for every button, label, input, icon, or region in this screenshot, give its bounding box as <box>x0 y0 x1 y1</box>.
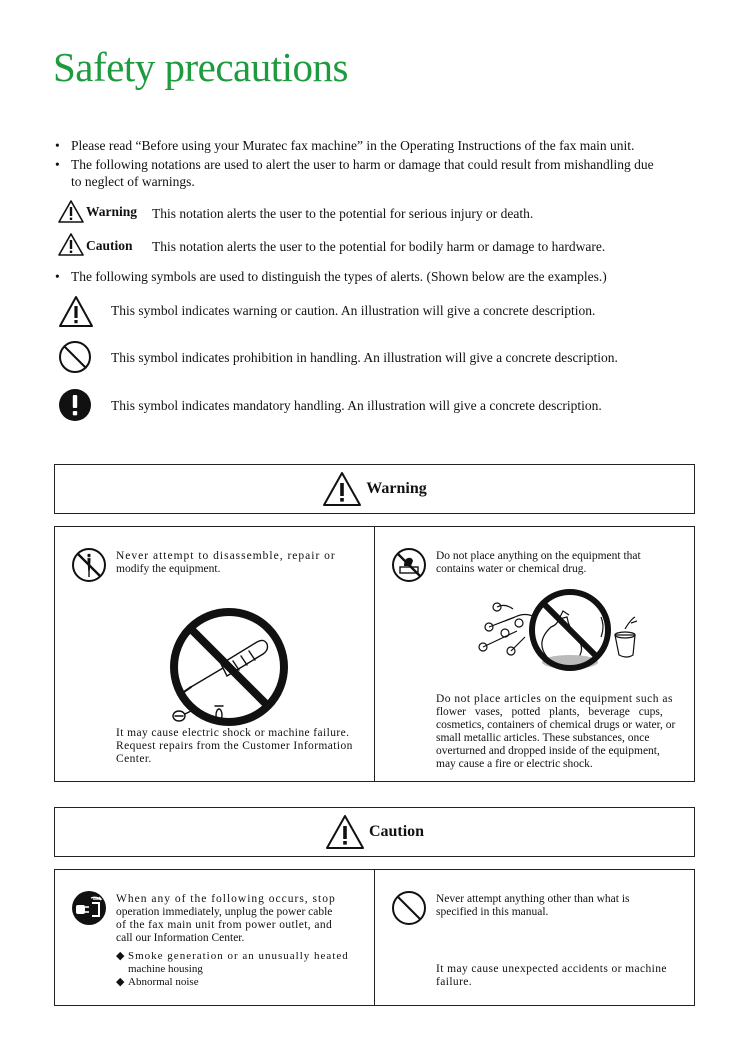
note-line: flower vases, potted plants, beverage cups, <box>436 706 663 718</box>
warning-left-line: Never attempt to disassemble, repair or <box>116 550 336 562</box>
note-line: Do not place articles on the equipment such as <box>436 693 673 705</box>
warning-right-line: Do not place anything on the equipment that <box>436 550 641 562</box>
diamond-bullet: ◆ <box>116 950 125 962</box>
symbols-bullet-text: The following symbols are used to distinguish the types of alerts. (Shown below are the examples.) <box>71 269 607 284</box>
warning-panel-liquid <box>375 527 694 781</box>
note-line: It may cause unexpected accidents or machine <box>436 963 667 975</box>
prohibition-icon <box>391 890 427 926</box>
intro-bullet-text-cont: to neglect of warnings. <box>71 174 195 189</box>
warning-section-header <box>54 464 695 514</box>
caution-panel-unplug <box>55 870 375 1005</box>
intro-bullet <box>55 137 705 154</box>
bullet-dot: • <box>55 269 60 284</box>
no-vase-illustration <box>475 587 640 682</box>
symbol-mandatory-text: This symbol indicates mandatory handling. An illustration will give a concrete description. <box>111 398 602 413</box>
notation-caution-icon <box>57 232 85 262</box>
warning-triangle-icon <box>58 295 94 328</box>
caution-panel-manual <box>375 870 694 1005</box>
warning-triangle-icon <box>57 232 85 257</box>
symbol-prohibition <box>58 340 92 379</box>
warning-section-title: Warning <box>366 480 427 497</box>
list-item <box>116 950 361 976</box>
caution-left-text <box>116 893 361 945</box>
bullet-dot: • <box>55 157 60 172</box>
warning-left-line: modify the equipment. <box>116 563 221 575</box>
caution-left-line: of the fax main unit from power outlet, and <box>116 919 333 931</box>
no-screwdriver-illustration <box>163 602 291 727</box>
notation-text-warning: This notation alerts the user to the potential for serious injury or death. <box>152 206 534 221</box>
symbol-warning <box>58 295 94 333</box>
caution-panels <box>54 869 695 1006</box>
note-line: may cause a fire or electric shock. <box>436 758 593 770</box>
no-disassembly-icon <box>71 547 107 583</box>
intro-bullet-text: The following notations are used to alert the user to harm or damage that could result from mishandling due <box>71 157 654 172</box>
note-line: small metallic articles. These substances, once <box>436 732 650 744</box>
warning-right-line: contains water or chemical drug. <box>436 563 587 575</box>
note-line: cosmetics, containers of chemical drugs or water, or <box>436 719 676 731</box>
caution-section-header <box>54 807 695 857</box>
symbol-mandatory <box>58 388 92 427</box>
warning-panel-disassemble <box>55 527 375 781</box>
warning-left-text <box>116 550 361 576</box>
caution-left-line: When any of the following occurs, stop <box>116 893 336 905</box>
warning-right-note <box>436 693 680 771</box>
caution-right-text <box>436 893 680 919</box>
list-item-line: Smoke generation or an unusually heated <box>128 950 349 962</box>
intro-bullet-text: Please read “Before using your Muratec fax machine” in the Operating Instructions of the fax main unit. <box>71 138 635 153</box>
list-item <box>116 976 361 989</box>
warning-right-text <box>436 550 680 576</box>
notation-text-caution: This notation alerts the user to the potential for bodily harm or damage to hardware. <box>152 239 606 254</box>
notation-warning-icon <box>57 199 85 229</box>
caution-conditions-list <box>116 950 361 990</box>
warning-triangle-icon <box>325 814 365 850</box>
prohibition-icon <box>58 340 92 374</box>
note-line: failure. <box>436 976 473 988</box>
symbols-bullet <box>55 268 715 285</box>
caution-right-line: Never attempt anything other than what is <box>436 893 630 905</box>
warning-panels <box>54 526 695 782</box>
list-item-line: Abnormal noise <box>128 976 199 988</box>
warning-left-note <box>116 727 361 766</box>
intro-bullet <box>55 156 715 190</box>
mandatory-icon <box>58 388 92 422</box>
note-line: It may cause electric shock or machine failure. <box>116 727 350 739</box>
no-liquid-icon <box>391 547 427 583</box>
caution-section-title: Caution <box>368 823 425 840</box>
caution-right-note <box>436 963 680 989</box>
unplug-icon <box>71 890 107 926</box>
bullet-dot: • <box>55 138 60 153</box>
notation-label-warning: Warning <box>86 204 138 219</box>
caution-left-line: operation immediately, unplug the power cable <box>116 906 333 918</box>
note-line: Center. <box>116 753 152 765</box>
note-line: overturned and dropped inside of the equipment, <box>436 745 660 757</box>
symbol-prohibition-text: This symbol indicates prohibition in handling. An illustration will give a concrete description. <box>111 350 618 365</box>
symbol-warning-text: This symbol indicates warning or caution. An illustration will give a concrete description. <box>111 303 596 318</box>
notation-label-caution: Caution <box>86 238 133 253</box>
caution-right-line: specified in this manual. <box>436 906 549 918</box>
caution-left-line: call our Information Center. <box>116 932 245 944</box>
list-item-line: machine housing <box>128 963 203 975</box>
warning-triangle-icon <box>322 471 362 507</box>
diamond-bullet: ◆ <box>116 976 125 988</box>
page-title: Safety precautions <box>53 44 348 90</box>
note-line: Request repairs from the Customer Information <box>116 740 353 752</box>
warning-triangle-icon <box>57 199 85 224</box>
